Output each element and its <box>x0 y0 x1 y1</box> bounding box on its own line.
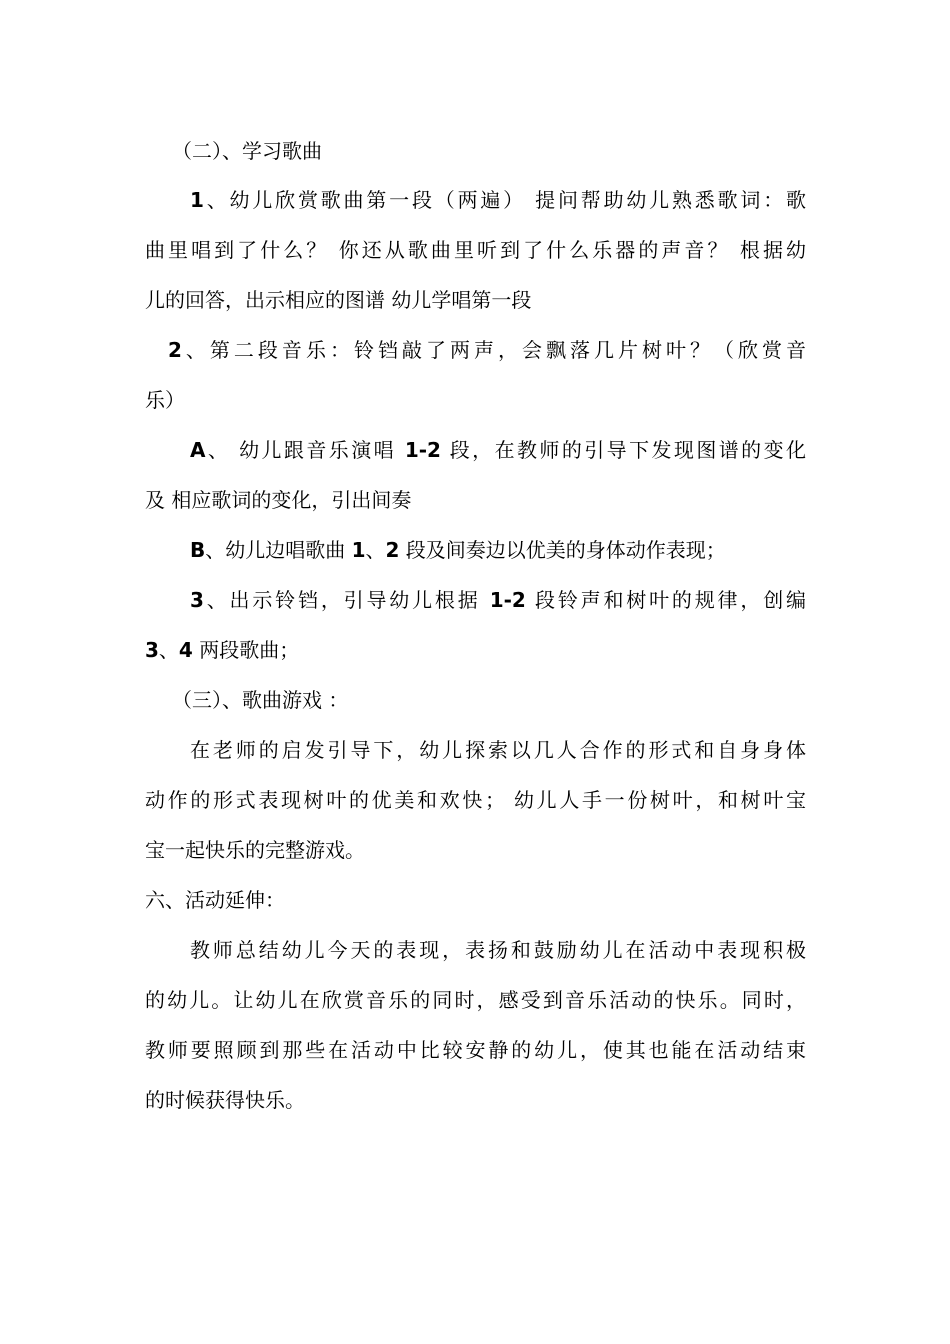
text-line <box>145 880 806 920</box>
text-run: 乐） <box>145 388 185 412</box>
text-line <box>145 480 806 520</box>
text-line <box>190 430 806 470</box>
text-line <box>145 830 806 870</box>
text-line <box>168 330 806 370</box>
text-run: 宝一起快乐的完整游戏。 <box>145 838 365 862</box>
text-line <box>190 180 806 220</box>
text-line <box>145 380 806 420</box>
text-run: 在老师的启发引导下，幼儿探索以几人合作的形式和自身身体 <box>190 738 806 762</box>
bold-text-run: 1 <box>190 188 204 212</box>
text-run: 、幼儿边唱歌曲 <box>205 538 352 562</box>
text-run: （三）、歌曲游戏 ： <box>172 688 349 712</box>
bold-text-run: 1-2 <box>404 438 441 462</box>
bold-text-run: A <box>190 438 206 462</box>
text-run: 教师要照顾到那些在活动中比较安静的幼儿，使其也能在活动结束 <box>145 1038 806 1062</box>
text-run: 段及间奏边以优美的身体动作表现； <box>399 538 726 562</box>
text-run: 儿的回答，出示相应的图谱 幼儿学唱第一段 <box>145 288 532 312</box>
text-line <box>145 780 806 820</box>
text-line <box>145 280 806 320</box>
bold-text-run: 3 <box>190 588 204 612</box>
text-run: 段，在教师的引导下发现图谱的变化 <box>440 438 807 462</box>
text-run: 曲里唱到了什么？ 你还从歌曲里听到了什么乐器的声音？ 根据幼 <box>145 238 806 262</box>
text-line <box>190 730 806 770</box>
bold-text-run: 2 <box>385 538 400 562</box>
text-line <box>190 930 806 970</box>
text-run: 、第二段音乐：铃铛敲了两声，会飘落几片树叶？（欣赏音 <box>181 338 806 362</box>
text-run: 、 幼儿跟音乐演唱 <box>205 438 405 462</box>
text-run: 教师总结幼儿今天的表现，表扬和鼓励幼儿在活动中表现积极 <box>190 938 806 962</box>
text-line <box>190 530 806 570</box>
text-run: 的幼儿。让幼儿在欣赏音乐的同时，感受到音乐活动的快乐。同时， <box>145 988 806 1012</box>
text-line <box>145 630 806 670</box>
text-run: 、 <box>365 538 386 562</box>
text-run: 两段歌曲； <box>192 638 300 662</box>
text-run: 段铃声和树叶的规律，创编 <box>525 588 807 612</box>
text-run: 、幼儿欣赏歌曲第一段（两遍） 提问帮助幼儿熟悉歌词：歌 <box>203 188 806 212</box>
text-run: 、出示铃铛，引导幼儿根据 <box>203 588 490 612</box>
text-run: （二）、学习歌曲 <box>172 139 322 163</box>
bold-text-run: B <box>190 538 206 562</box>
text-run: 动作的形式表现树叶的优美和欢快； 幼儿人手一份树叶，和树叶宝 <box>145 788 806 812</box>
text-line <box>145 230 806 270</box>
bold-text-run: 3 <box>145 638 159 662</box>
text-line <box>145 980 806 1020</box>
text-run: 六、活动延伸： <box>145 888 285 912</box>
text-line <box>172 680 806 720</box>
text-run: 、 <box>158 638 179 662</box>
bold-text-run: 1 <box>351 538 366 562</box>
text-line <box>190 580 806 620</box>
bold-text-run: 4 <box>178 638 193 662</box>
text-line <box>145 1080 806 1120</box>
bold-text-run: 1-2 <box>489 588 526 612</box>
text-line <box>145 1030 806 1070</box>
text-line <box>172 131 806 171</box>
bold-text-run: 2 <box>168 338 182 362</box>
text-run: 的时候获得快乐。 <box>145 1088 305 1112</box>
text-run: 及 相应歌词的变化，引出间奏 <box>145 488 412 512</box>
